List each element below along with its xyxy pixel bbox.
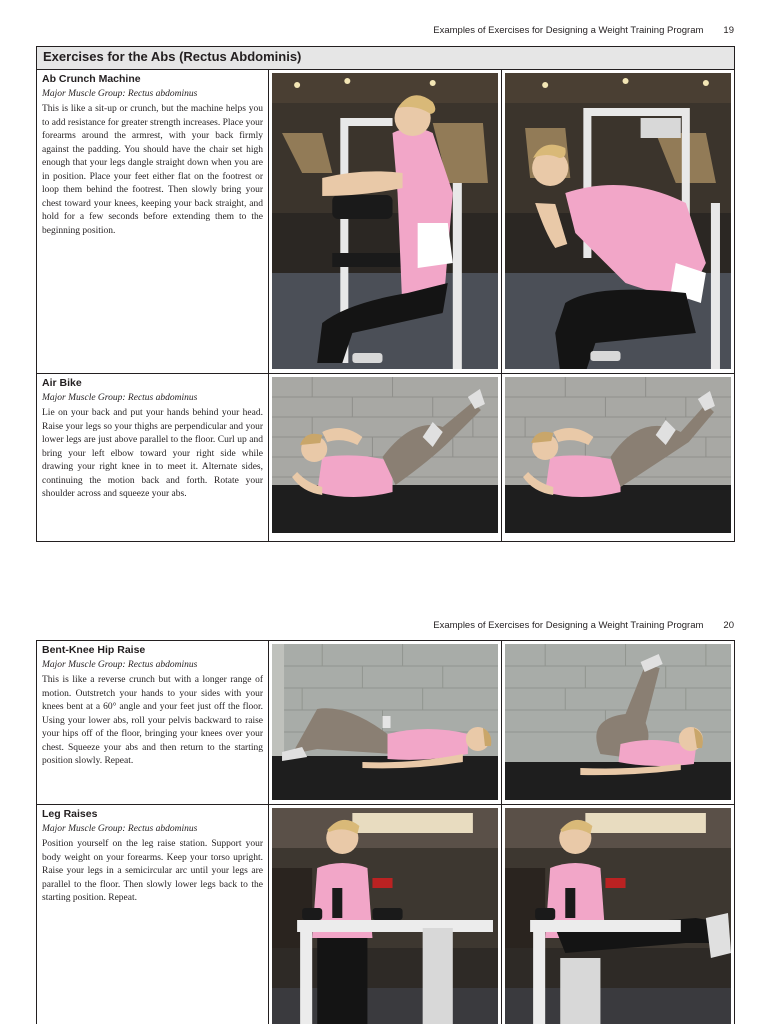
section-title: Exercises for the Abs (Rectus Abdominis)	[37, 47, 735, 70]
photo-cell	[502, 374, 735, 542]
exercise-title: Leg Raises	[42, 808, 98, 820]
exercise-table-page-20	[36, 640, 735, 1024]
exercise-row-bent-knee-hip-raise	[37, 641, 735, 805]
hip-raise-start-photo	[272, 644, 498, 800]
leg-raises-end-photo	[505, 808, 731, 1024]
running-head-title: Examples of Exercises for Designing a Weight Training Program	[433, 25, 704, 36]
exercise-row-ab-crunch	[37, 70, 735, 374]
muscle-group: Major Muscle Group: Rectus abdominus	[42, 824, 198, 834]
page-number: 19	[723, 25, 734, 36]
ab-crunch-end-photo	[505, 73, 731, 369]
exercise-description: This is like a reverse crunch but with a longer range of motion. Outstretch your hands to your sides with your knees bent at a 60° angle and your feet just off the floor. Using your lower abs, roll your pelvis backward to raise your hips off of the floor, bringing your knees over your chest. Squeeze your abs and then return to the starting position slowly. Repeat.	[42, 675, 263, 766]
running-head-title: Examples of Exercises for Designing a Weight Training Program	[433, 620, 704, 631]
photo-cell	[502, 70, 735, 374]
air-bike-end-photo	[505, 377, 731, 533]
exercise-row-air-bike	[37, 374, 735, 542]
exercise-title: Ab Crunch Machine	[42, 73, 141, 85]
exercise-table-page-19	[36, 46, 735, 542]
exercise-row-leg-raises	[37, 805, 735, 1024]
exercise-description-cell	[37, 374, 269, 542]
ab-crunch-start-photo	[272, 73, 498, 369]
muscle-group: Major Muscle Group: Rectus abdominus	[42, 89, 198, 99]
running-head-page-19	[433, 25, 734, 36]
running-head-page-20	[433, 620, 734, 631]
hip-raise-end-photo	[505, 644, 731, 800]
muscle-group: Major Muscle Group: Rectus abdominus	[42, 393, 198, 403]
photo-cell	[269, 641, 502, 805]
exercise-description-cell	[37, 70, 269, 374]
exercise-description: Lie on your back and put your hands behind your head. Raise your legs so your thighs are perpendicular and your lower legs are just above parallel to the floor. Curl up and bring your left elbow toward your right side while drawing your right knee in to meet it. Alternate sides, continuing the motion back and forth. Rotate your shoulder across and squeeze your abs.	[42, 408, 263, 499]
photo-cell	[502, 641, 735, 805]
exercise-description-cell	[37, 805, 269, 1024]
photo-cell	[502, 805, 735, 1024]
photo-cell	[269, 70, 502, 374]
photo-cell	[269, 805, 502, 1024]
exercise-description-cell	[37, 641, 269, 805]
exercise-description: Position yourself on the leg raise station. Support your body weight on your forearms. Keep your torso upright. Raise your legs in a semicircular arc until your legs are parallel to the floor. Then slowly lower legs back to the starting position. Repeat.	[42, 839, 263, 903]
exercise-title: Bent-Knee Hip Raise	[42, 644, 146, 656]
air-bike-start-photo	[272, 377, 498, 533]
exercise-description: This is like a sit-up or crunch, but the machine helps you to add resistance for greater strength increases. Place your forearms around the armrest, with your back firmly against the padding. You should have the chair set high enough that your legs dangle straight down when you are in position. Place your feet either flat on the footrest or loop them behind the footrest. Then slowly bring your chest toward your knees, keeping your back straight, and hold for a few seconds before extending them to the beginning position.	[42, 104, 263, 236]
exercise-title: Air Bike	[42, 377, 82, 389]
photo-cell	[269, 374, 502, 542]
page-number: 20	[723, 620, 734, 631]
muscle-group: Major Muscle Group: Rectus abdominus	[42, 660, 198, 670]
leg-raises-start-photo	[272, 808, 498, 1024]
